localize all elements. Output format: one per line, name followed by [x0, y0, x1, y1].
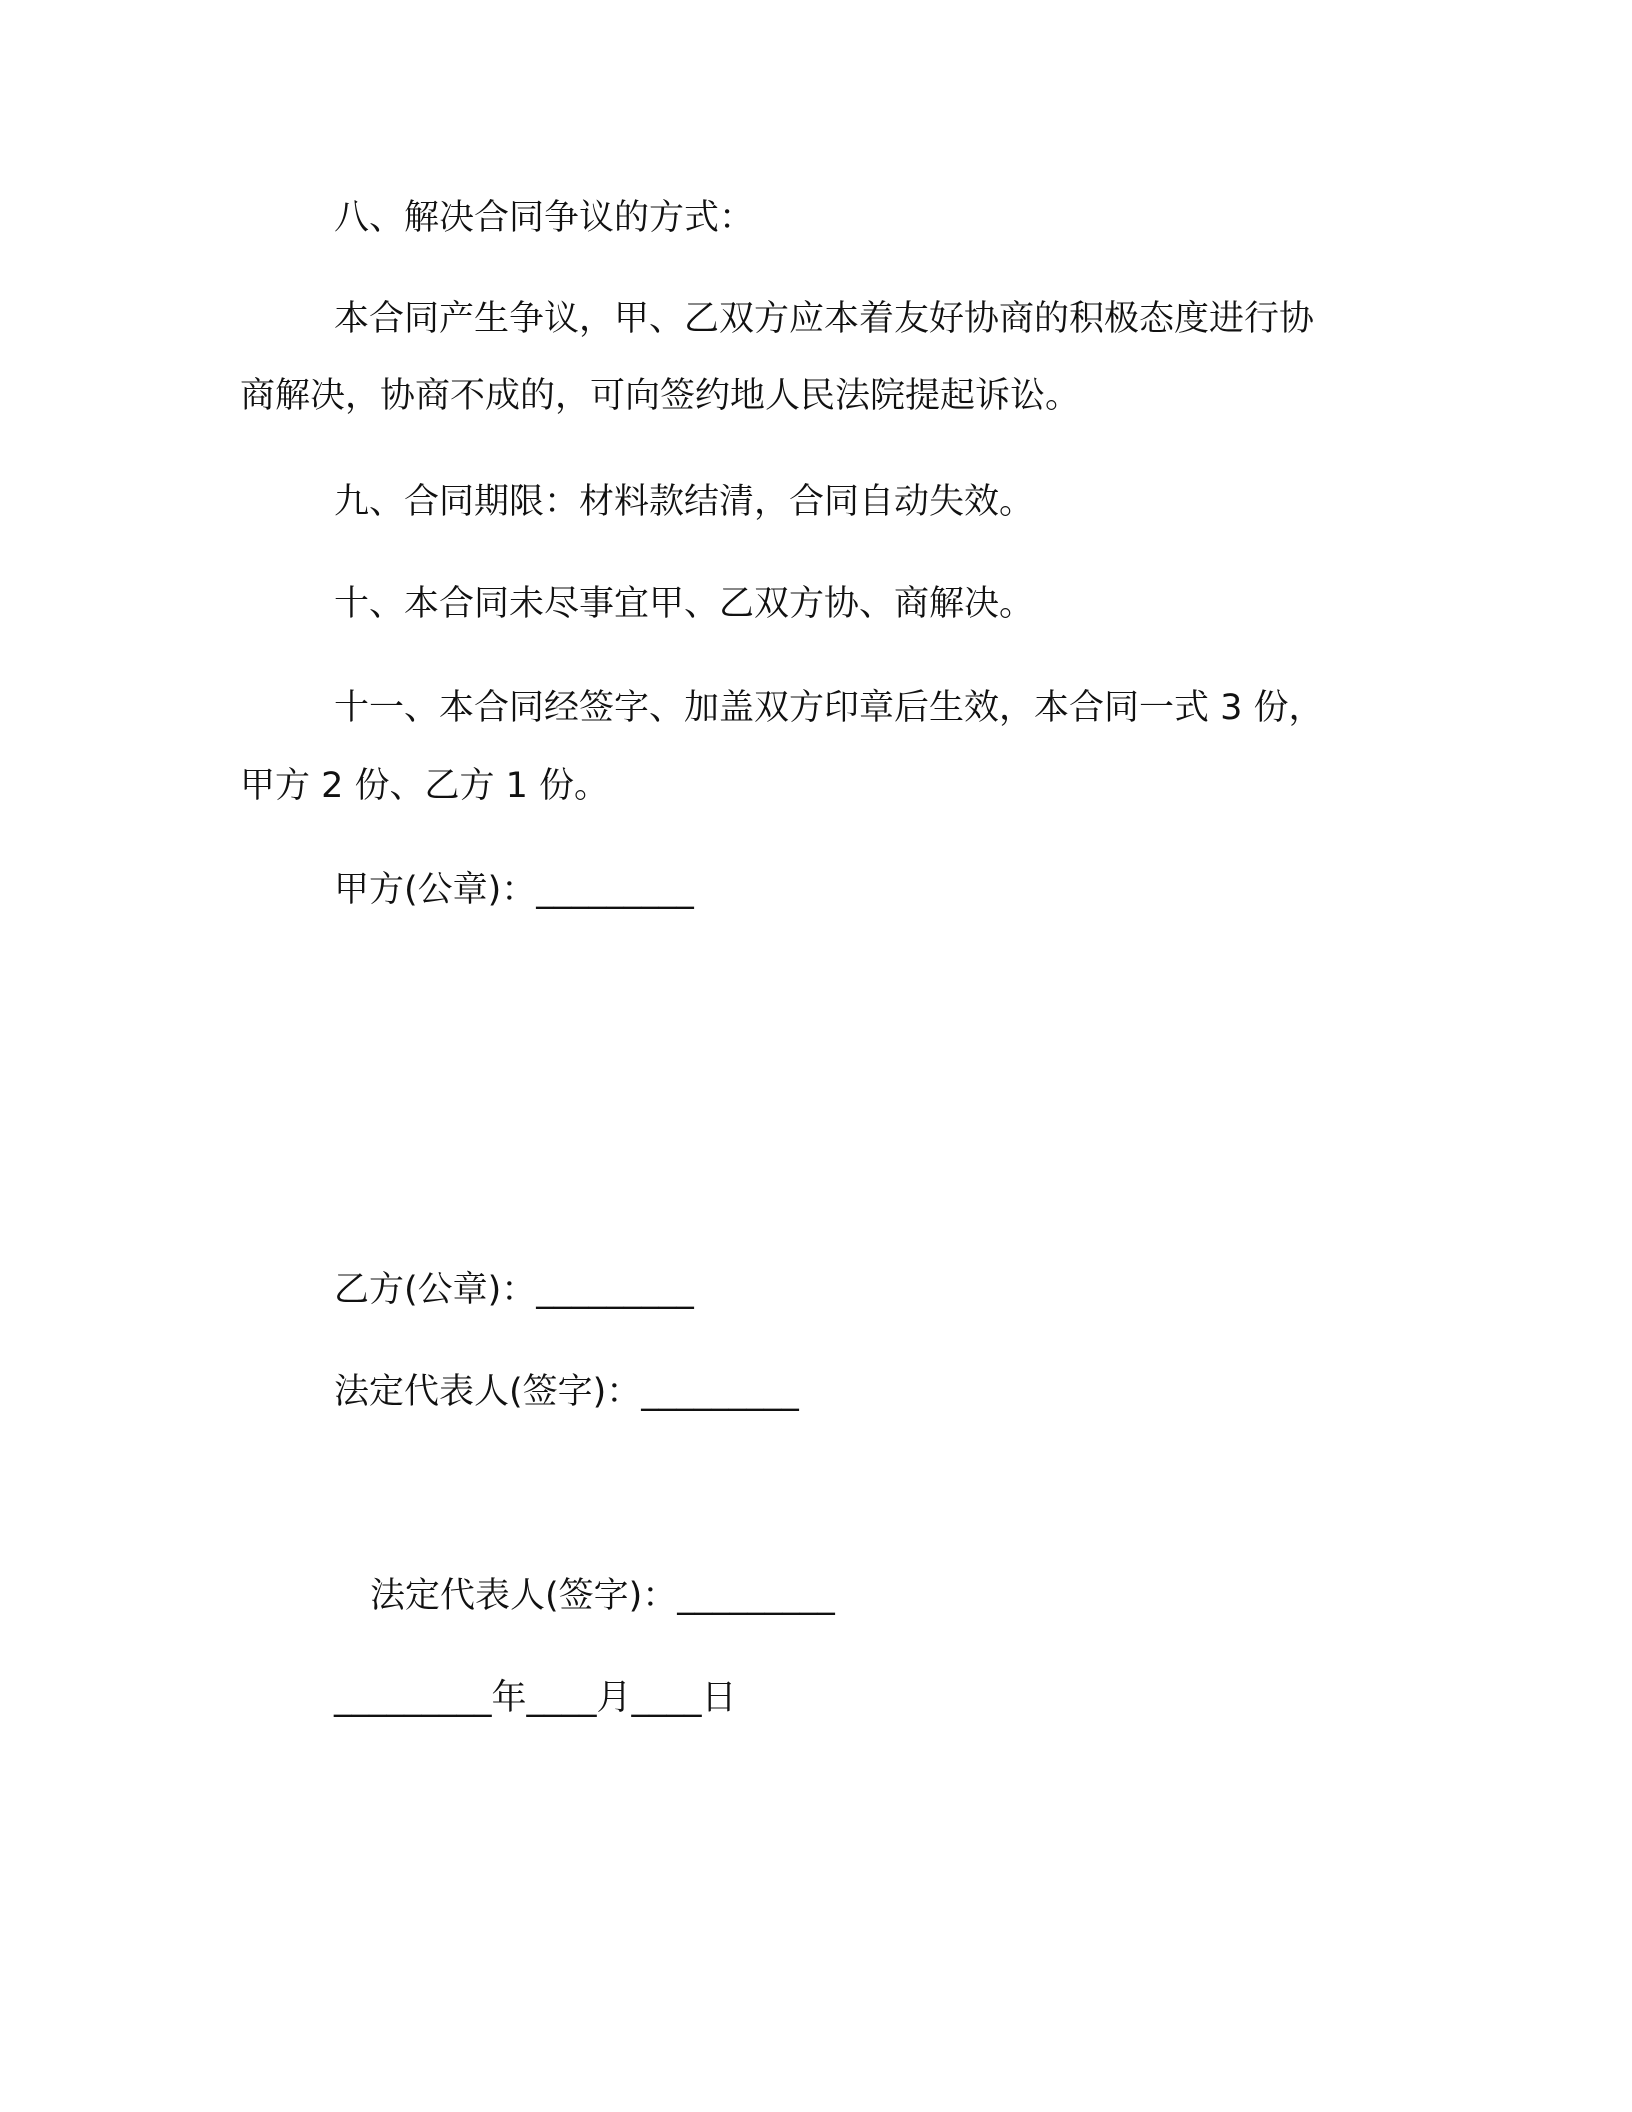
date-line: _________年____月____日 — [334, 1678, 737, 1718]
section-8-body-line-1: 本合同产生争议，甲、乙双方应本着友好协商的积极态度进行协 — [334, 299, 1315, 339]
legal-representative-signature-line: 法定代表人(签字)：_________ — [370, 1576, 835, 1616]
section-10-misc: 十、本合同未尽事宜甲、乙双方协、商解决。 — [334, 584, 1035, 624]
section-8-heading: 八、解决合同争议的方式： — [334, 198, 755, 238]
section-8-body-line-2: 商解决，协商不成的，可向签约地人民法院提起诉讼。 — [240, 376, 1081, 416]
section-9-term: 九、合同期限：材料款结清，合同自动失效。 — [334, 482, 1035, 522]
legal-representative-signature-line: 法定代表人(签字)：_________ — [334, 1372, 799, 1412]
section-11-line-2: 甲方 2 份、乙方 1 份。 — [240, 766, 610, 806]
party-a-seal-line: 甲方(公章)：_________ — [334, 870, 694, 910]
section-11-line-1: 十一、本合同经签字、加盖双方印章后生效，本合同一式 3 份， — [334, 688, 1324, 728]
party-b-seal-line: 乙方(公章)：_________ — [334, 1270, 694, 1310]
